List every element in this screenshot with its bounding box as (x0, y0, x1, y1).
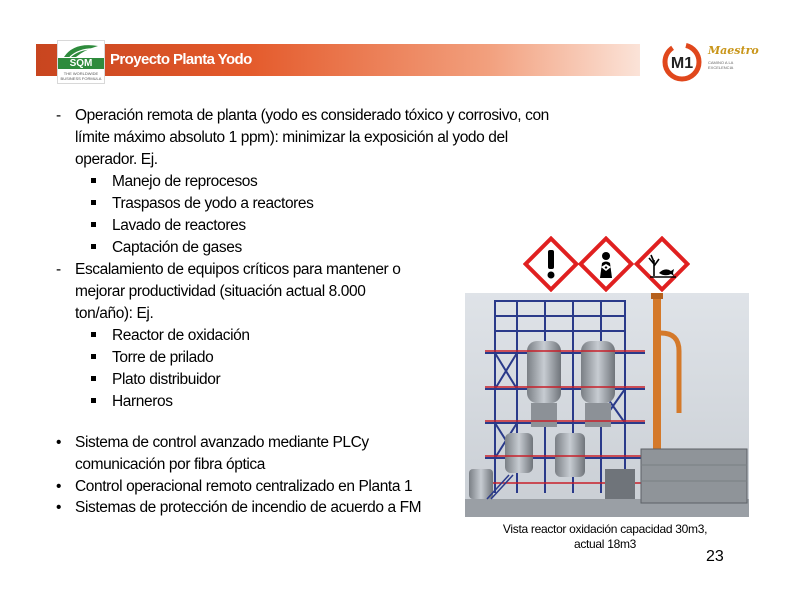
sub-bullet-label: Torre de prilado (112, 349, 214, 366)
bullet-marker: - (56, 261, 61, 278)
sqm-logo (57, 40, 105, 84)
sub-bullet-label: Traspasos de yodo a reactores (112, 195, 314, 212)
sub-bullet (91, 193, 96, 215)
plant-rendering (465, 293, 749, 517)
bullet-marker: • (56, 478, 62, 495)
square-bullet-icon (91, 376, 96, 381)
svg-text:M1: M1 (670, 55, 694, 72)
square-bullet-icon (91, 354, 96, 359)
square-bullet-icon (91, 244, 96, 249)
square-bullet-icon (91, 332, 96, 337)
image-caption-line: Vista reactor oxidación capacidad 30m3, (502, 522, 708, 536)
m1-logo-tagline: CAMINO A LA EXCELENCIA (708, 60, 734, 70)
bullet-line: ton/año): Ej. (75, 305, 154, 322)
bullet-line: Sistemas de protección de incendio de acuerdo a FM (75, 499, 422, 516)
sub-bullet (91, 237, 96, 259)
sub-bullet-label: Captación de gases (112, 239, 242, 256)
sub-bullet-label: Harneros (112, 393, 173, 410)
sub-bullet (91, 347, 96, 369)
sub-bullet-label: Lavado de reactores (112, 217, 246, 234)
page-number: 23 (706, 548, 724, 565)
sub-bullet (91, 391, 96, 413)
bullet-line: Operación remota de planta (yodo es considerado tóxico y corrosivo, con (75, 107, 549, 124)
square-bullet-icon (91, 178, 96, 183)
bullet-marker: - (56, 107, 61, 124)
bullet-marker: • (56, 499, 62, 516)
environment-hazard-icon (634, 236, 690, 292)
m1-logo-word: Maestro (708, 44, 759, 57)
exclamation-mark-icon (523, 236, 579, 292)
bullet-marker: • (56, 434, 62, 451)
sqm-logo-tagline: THE WORLDWIDE BUSINESS FORMULA (60, 71, 102, 81)
bullet-line: límite máximo absoluto 1 ppm): minimizar la exposición al yodo del (75, 129, 508, 146)
m1-logo-icon (660, 40, 704, 84)
m1-maestro-logo (660, 40, 760, 84)
bullet-line: operador. Ej. (75, 151, 158, 168)
bullet-line: Control operacional remoto centralizado en Planta 1 (75, 478, 413, 495)
sqm-leaf-icon (62, 44, 100, 58)
bullet-line: Sistema de control avanzado mediante PLCy (75, 434, 369, 451)
square-bullet-icon (91, 398, 96, 403)
square-bullet-icon (91, 200, 96, 205)
square-bullet-icon (91, 222, 96, 227)
sub-bullet (91, 171, 96, 193)
sub-bullet-label: Manejo de reprocesos (112, 173, 258, 190)
bullet-line: Escalamiento de equipos críticos para mantener o (75, 261, 401, 278)
bullet-line: comunicación por fibra óptica (75, 456, 266, 473)
page-title: Proyecto Planta Yodo (110, 51, 252, 68)
bullet-line: mejorar productividad (situación actual 8.000 (75, 283, 366, 300)
sub-bullet (91, 369, 96, 391)
sub-bullet (91, 215, 96, 237)
sqm-logo-text: SQM (58, 58, 104, 69)
image-caption (480, 522, 730, 552)
image-caption-line: actual 18m3 (573, 537, 637, 551)
sub-bullet-label: Reactor de oxidación (112, 327, 250, 344)
health-hazard-icon (578, 236, 634, 292)
sub-bullet (91, 325, 96, 347)
sub-bullet-label: Plato distribuidor (112, 371, 221, 388)
